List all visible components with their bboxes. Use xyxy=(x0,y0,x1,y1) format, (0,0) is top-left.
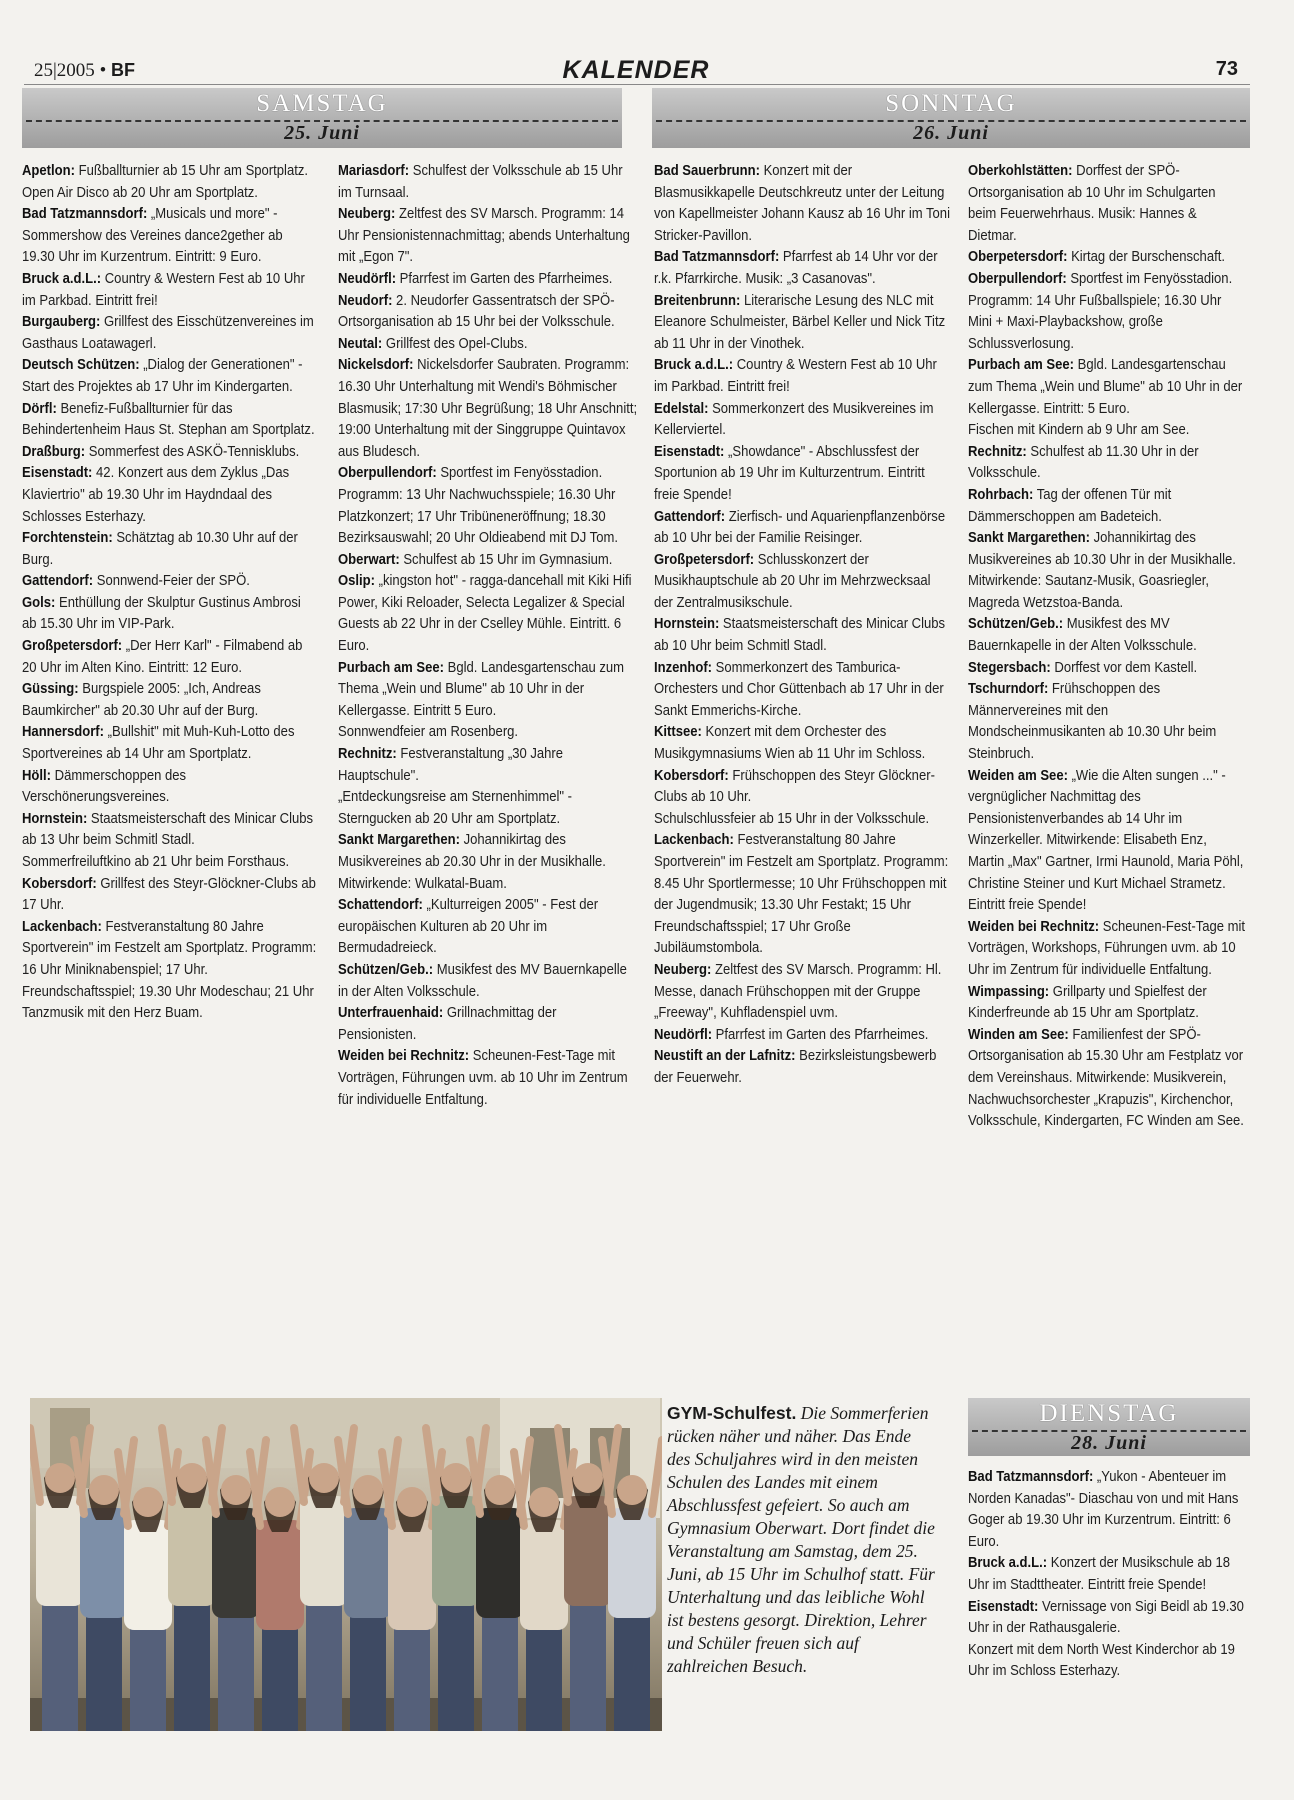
event-entry xyxy=(22,354,318,397)
event-place: Bad Tatzmannsdorf: xyxy=(22,205,148,223)
event-text: Staatsmeisterschaft des Minicar Clubs ab 10 Uhr beim Schmitl Stadl. xyxy=(654,615,946,655)
event-place: Bruck a.d.L.: xyxy=(654,356,734,374)
event-entry xyxy=(654,613,952,656)
event-entry xyxy=(654,1045,952,1088)
event-entry xyxy=(338,462,637,548)
event-place: Oslip: xyxy=(338,572,376,590)
event-entry xyxy=(338,657,637,722)
event-text: Sportfest im Fenyösstadion. Programm: 13 Uhr Nachwuchsspiele; 16.30 Uhr Platzkonzert; 17 Uhr Tribüneneröffnung; 18.30 Bezirksauswahl; 20 Uhr Oldieabend mit DJ Tom. xyxy=(338,464,618,547)
event-entry xyxy=(22,203,318,268)
center-gap xyxy=(622,88,652,148)
event-entry xyxy=(968,981,1247,1024)
header-rule xyxy=(24,84,1250,85)
event-text: Schulschlussfeier ab 15 Uhr in der Volksschule. xyxy=(654,809,930,827)
event-place: Neudörfl: xyxy=(654,1025,713,1043)
event-text: Frühschoppen des Steyr Glöckner-Clubs ab 10 Uhr. xyxy=(654,766,935,806)
event-text: Konzert mit der Blasmusikkapelle Deutschkreutz unter der Leitung von Kapellmeister Johann Kausz ab 16 Uhr im Toni Stricker-Pavillon. xyxy=(654,162,950,244)
event-entry xyxy=(22,765,318,808)
event-entry xyxy=(338,894,637,959)
event-entry xyxy=(338,549,637,571)
event-entry xyxy=(338,333,637,355)
event-entry xyxy=(338,829,637,894)
event-place: Weiden bei Rechnitz: xyxy=(338,1047,470,1065)
event-place: Neustift an der Lafnitz: xyxy=(654,1047,796,1065)
event-text: „Entdeckungsreise am Sternenhimmel" - Sterngucken ab 20 Uhr am Sportplatz. xyxy=(338,788,573,827)
event-entry xyxy=(968,657,1247,679)
event-place: Oberpetersdorf: xyxy=(968,248,1068,266)
event-text: Konzert der Musikschule ab 18 Uhr im Stadttheater. Eintritt freie Spende! xyxy=(968,1554,1231,1593)
event-text: Schulfest ab 11.30 Uhr in der Volksschule. xyxy=(968,442,1199,482)
event-text: Burgspiele 2005: „Ich, Andreas Baumkircher" ab 20.30 Uhr auf der Burg. xyxy=(22,680,261,719)
event-text: Musikfest des MV Bauernkapelle in der Alten Volksschule. xyxy=(338,960,627,1000)
event-place: Rohrbach: xyxy=(968,485,1034,503)
event-text: „Dialog der Generationen" - Start des Projektes ab 17 Uhr im Kindergarten. xyxy=(22,356,303,395)
event-entry xyxy=(968,1552,1247,1595)
event-entry xyxy=(968,527,1247,613)
event-place: Bad Tatzmannsdorf: xyxy=(654,248,780,266)
event-entry xyxy=(338,290,637,333)
event-entry xyxy=(22,268,318,311)
event-text: Zierfisch- und Aquarienpflanzenbörse ab 10 Uhr bei der Familie Reisinger. xyxy=(654,507,946,547)
event-text: 42. Konzert aus dem Zyklus „Das Klaviertrio" ab 19.30 Uhr im Haydndaal des Schlosses Esterhazy. xyxy=(22,464,290,525)
event-place: Bruck a.d.L.: xyxy=(22,269,102,287)
page-header xyxy=(22,58,1250,84)
event-place: Sankt Margarethen: xyxy=(968,529,1090,547)
event-entry xyxy=(654,959,952,1024)
day-name: SONNTAG xyxy=(885,90,1017,117)
event-text: Festveranstaltung 80 Jahre Sportverein" im Festzelt am Sportplatz. Programm: 8.45 Uhr Sportlermesse; 10 Uhr Frühschoppen mit der Jugendmusik; 13.30 Uhr Festakt; 15 Uhr Freundschaftsspiel; 17 Uhr Große Jubiläumstombola. xyxy=(654,831,949,957)
event-text: Literarische Lesung des NLC mit Eleanore Schulmeister, Bärbel Keller und Nick Titz ab 11 Uhr in der Vinothek. xyxy=(654,291,946,352)
day-date: 25. Juni xyxy=(284,122,360,144)
event-place: Edelstal: xyxy=(654,399,709,417)
event-place: Bad Sauerbrunn: xyxy=(654,162,760,179)
event-place: Draßburg: xyxy=(22,442,86,460)
event-text: Grillnachmittag der Pensionisten. xyxy=(338,1004,557,1043)
event-text: Country & Western Fest ab 10 Uhr im Parkbad. Eintritt frei! xyxy=(22,269,305,309)
day-name: DIENSTAG xyxy=(1039,1400,1179,1427)
event-place: Schattendorf: xyxy=(338,896,423,914)
event-place: Apetlon: xyxy=(22,162,75,179)
day-date: 26. Juni xyxy=(913,122,989,144)
day-date: 28. Juni xyxy=(1071,1432,1147,1454)
event-entry xyxy=(654,398,952,441)
event-entry xyxy=(654,290,952,355)
event-place: Stegersbach: xyxy=(968,658,1051,676)
school-class-photo xyxy=(30,1398,662,1731)
event-place: Winden am See: xyxy=(968,1025,1069,1043)
event-text: „Bullshit" mit Muh-Kuh-Lotto des Sportvereines ab 14 Uhr am Sportplatz. xyxy=(22,723,295,763)
event-text: Schulfest ab 15 Uhr im Gymnasium. xyxy=(399,550,613,568)
event-place: Weiden am See: xyxy=(968,766,1068,784)
event-place: Bad Tatzmannsdorf: xyxy=(968,1468,1094,1485)
event-text: Grillfest des Opel-Clubs. xyxy=(382,334,528,352)
event-place: Purbach am See: xyxy=(338,658,444,676)
event-text: Dämmerschoppen des Verschönerungsvereines. xyxy=(22,766,187,806)
event-place: Lackenbach: xyxy=(654,831,734,849)
event-entry xyxy=(654,506,952,549)
event-text: Staatsmeisterschaft des Minicar Clubs ab 13 Uhr beim Schmitl Stadl. xyxy=(22,809,314,849)
issue-info: 25|2005 • BF xyxy=(34,60,135,81)
event-place: Kittsee: xyxy=(654,723,702,741)
event-place: Oberpullendorf: xyxy=(968,269,1067,287)
event-place: Bruck a.d.L.: xyxy=(968,1554,1048,1572)
event-entry xyxy=(22,592,318,635)
column-samstag-1 xyxy=(22,160,318,1024)
event-entry xyxy=(22,721,318,764)
event-place: Tschurndorf: xyxy=(968,680,1049,698)
event-place: Gols: xyxy=(22,593,56,611)
event-entry xyxy=(968,354,1247,419)
day-header-sonntag xyxy=(652,88,1250,148)
page-number: 73 xyxy=(1215,58,1238,80)
event-entry xyxy=(968,1639,1247,1682)
event-entry xyxy=(338,203,637,268)
event-place: Oberwart: xyxy=(338,550,400,568)
event-place: Neuberg: xyxy=(338,205,396,223)
event-entry xyxy=(338,786,637,829)
event-entry xyxy=(338,268,637,290)
event-entry xyxy=(968,484,1247,527)
event-entry xyxy=(654,765,952,808)
event-entry xyxy=(338,1045,637,1110)
event-text: „Musicals und more" - Sommershow des Vereines dance2gether ab 19.30 Uhr im Kurzentrum. Eintritt: 9 Euro. xyxy=(22,205,283,266)
event-place: Neutal: xyxy=(338,334,383,352)
event-place: Breitenbrunn: xyxy=(654,291,741,309)
event-entry xyxy=(338,160,637,203)
event-place: Eisenstadt: xyxy=(654,442,725,460)
event-place: Hornstein: xyxy=(22,809,88,827)
event-text: Country & Western Fest ab 10 Uhr im Parkbad. Eintritt frei! xyxy=(654,356,937,395)
event-text: Johannikirtag des Musikvereines ab 20.30 Uhr in der Musikhalle. Mitwirkende: Wulkatal-Buam. xyxy=(338,831,606,892)
event-place: Nickelsdorf: xyxy=(338,356,414,374)
event-place: Oberkohlstätten: xyxy=(968,162,1073,179)
event-text: Dorffest der SPÖ-Ortsorganisation ab 10 Uhr im Schulgarten beim Feuerwehrhaus. Musik: Hannes & Dietmar. xyxy=(968,162,1216,244)
event-text: Grillfest des Steyr-Glöckner-Clubs ab 17 Uhr. xyxy=(22,874,316,914)
event-entry xyxy=(22,182,318,204)
event-text: Johannikirtag des Musikvereines ab 10.30 Uhr in der Musikhalle. Mitwirkende: Sautanz-Musik, Goasriegler, Magreda Wetzstoa-Banda. xyxy=(968,529,1236,611)
event-text: Frühschoppen des Männervereines mit den Mondscheinmusikanten ab 10.30 Uhr beim Steinbruch. xyxy=(968,680,1217,763)
event-entry xyxy=(654,829,952,959)
event-place: Wimpassing: xyxy=(968,982,1050,1000)
event-entry xyxy=(968,441,1247,484)
event-text: Sommerkonzert des Musikvereines im Kellerviertel. xyxy=(654,399,934,439)
event-entry xyxy=(968,1596,1247,1639)
event-place: Deutsch Schützen: xyxy=(22,356,140,374)
event-text: Pfarrfest im Garten des Pfarrheimes. xyxy=(396,269,613,287)
event-text: Schulfest der Volksschule ab 15 Uhr im Turnsaal. xyxy=(338,162,623,201)
event-text: Tag der offenen Tür mit Dämmerschoppen am Badeteich. xyxy=(968,485,1172,525)
event-text: Schlusskonzert der Musikhauptschule ab 20 Uhr im Mehrzwecksaal der Zentralmusikschule. xyxy=(654,550,931,611)
event-place: Großpetersdorf: xyxy=(654,550,755,568)
column-sonntag-2 xyxy=(968,160,1247,1132)
event-entry xyxy=(22,462,318,527)
event-place: Hornstein: xyxy=(654,615,720,633)
event-entry xyxy=(338,721,637,743)
event-text: Familienfest der SPÖ-Ortsorganisation ab 15.30 Uhr am Festplatz vor dem Vereinshaus. Mitwirkende: Musikverein, Nachwuchsorchester „Krapuzis", Kirchenchor, Volksschule, Kindergarten, FC Winden am See. xyxy=(968,1025,1244,1130)
event-place: Schützen/Geb.: xyxy=(968,615,1064,633)
event-text: Sportfest im Fenyösstadion. Programm: 14 Uhr Fußballspiele; 16.30 Uhr Mini + Maxi-Playbackshow, große Schlussverlosung. xyxy=(968,269,1233,352)
day-name: SAMSTAG xyxy=(256,90,388,117)
event-place: Burgauberg: xyxy=(22,313,101,331)
event-text: Fußballturnier ab 15 Uhr am Sportplatz. xyxy=(74,162,309,179)
event-entry xyxy=(22,678,318,721)
event-text: Pfarrfest im Garten des Pfarrheimes. xyxy=(712,1025,929,1043)
event-entry xyxy=(338,959,637,1002)
event-entry xyxy=(968,678,1247,764)
column-dienstag xyxy=(968,1466,1247,1682)
event-text: Benefiz-Fußballturnier für das Behindertenheim Haus St. Stephan am Sportplatz. xyxy=(22,399,315,439)
event-entry xyxy=(22,160,318,182)
event-entry xyxy=(22,570,318,592)
event-text: Sommerfreiluftkino ab 21 Uhr beim Forsthaus. xyxy=(22,853,290,870)
event-entry xyxy=(22,873,318,916)
event-entry xyxy=(654,246,952,289)
event-text: Sonnwendfeier am Rosenberg. xyxy=(338,723,519,741)
event-place: Dörfl: xyxy=(22,399,57,417)
event-entry xyxy=(654,721,952,764)
event-place: Gattendorf: xyxy=(22,572,94,590)
event-text: „Kulturreigen 2005" - Fest der europäischen Kulturen ab 20 Uhr im Bermudadreieck. xyxy=(338,896,599,957)
column-samstag-2 xyxy=(338,160,637,1110)
event-entry xyxy=(22,635,318,678)
event-text: Schätztag ab 10.30 Uhr auf der Burg. xyxy=(22,529,298,568)
event-place: Rechnitz: xyxy=(338,745,397,763)
event-entry xyxy=(968,765,1247,916)
event-place: Lackenbach: xyxy=(22,917,102,935)
event-entry xyxy=(22,441,318,463)
event-entry xyxy=(22,808,318,851)
event-text: Vernissage von Sigi Beidl ab 19.30 Uhr in der Rathausgalerie. xyxy=(968,1597,1244,1637)
event-place: Unterfrauenhaid: xyxy=(338,1004,444,1022)
event-text: Open Air Disco ab 20 Uhr am Sportplatz. xyxy=(22,183,258,201)
event-place: Höll: xyxy=(22,766,52,784)
event-entry xyxy=(968,268,1247,354)
event-text: Grillparty und Spielfest der Kinderfreunde ab 15 Uhr am Sportplatz. xyxy=(968,982,1207,1022)
event-text: 2. Neudorfer Gassentratsch der SPÖ-Ortsorganisation ab 15 Uhr bei der Volksschule. xyxy=(338,291,615,331)
event-text: „Wie die Alten sungen ..." - vergnüglicher Nachmittag des Pensionistenverbandes ab 14 Uhr im Winzerkeller. Mitwirkende: Elisabeth Enz, Martin „Max" Gartner, Irmi Haunold, Maria Pöhl, Christine Steiner und Kurt Michael Strametz. Eintritt freie Spende! xyxy=(968,766,1244,914)
event-entry xyxy=(968,1024,1247,1132)
event-entry xyxy=(654,1024,952,1046)
event-place: Kobersdorf: xyxy=(22,874,97,892)
event-text: Nickelsdorfer Saubraten. Programm: 16.30 Uhr Unterhaltung mit Wendi's Böhmischer Blasmusik; 17:30 Uhr Begrüßung; 18 Uhr Anschnitt; 19:00 Unterhaltung mit der Singgruppe Quintavox aus Bludesch. xyxy=(338,356,638,460)
photo-caption xyxy=(667,1402,935,1678)
event-place: Purbach am See: xyxy=(968,356,1074,374)
issue-number: 25|2005 xyxy=(34,60,95,81)
event-place: Großpetersdorf: xyxy=(22,637,123,655)
event-place: Inzenhof: xyxy=(654,658,713,676)
event-text: Enthüllung der Skulptur Gustinus Ambrosi ab 15.30 Uhr im VIP-Park. xyxy=(22,593,301,633)
caption-text: Die Sommerferien rücken näher und näher. Das Ende des Schuljahres wird in den meisten Schulen des Landes mit einem Abschlussfest gefeiert. So auch am Gymnasium Oberwart. Dort findet die Veranstaltung am Samstag, dem 25. Juni, ab 15 Uhr im Schulhof statt. Für Unterhaltung und das leibliche Wohl ist bestens gesorgt. Direktion, Lehrer und Schüler freuen sich auf zahlreichen Besuch. xyxy=(667,1403,935,1676)
event-place: Schützen/Geb.: xyxy=(338,960,434,978)
event-place: Neudörfl: xyxy=(338,269,397,287)
event-text: Kirtag der Burschenschaft. xyxy=(1067,248,1225,266)
event-text: Bgld. Landesgartenschau zum Thema „Wein und Blume" ab 10 Uhr in der Kellergasse. Eintritt: 5 Euro. xyxy=(968,356,1243,417)
event-entry xyxy=(338,570,637,656)
event-text: Sommerfest des ASKÖ-Tennisklubs. xyxy=(85,442,300,460)
event-text: Zeltfest des SV Marsch. Programm: 14 Uhr Pensionistennachmittag; abends Unterhaltung mit „Egon 7". xyxy=(338,205,630,266)
event-place: Eisenstadt: xyxy=(22,464,93,482)
event-text: Grillfest des Eisschützenvereines im Gasthaus Loatawagerl. xyxy=(22,313,314,352)
event-entry xyxy=(338,354,637,462)
event-entry xyxy=(338,1002,637,1045)
event-entry xyxy=(338,743,637,786)
event-place: Gattendorf: xyxy=(654,507,726,525)
column-sonntag-1 xyxy=(654,160,952,1089)
event-entry xyxy=(22,851,318,873)
event-place: Rechnitz: xyxy=(968,442,1027,460)
event-entry xyxy=(22,916,318,1024)
event-entry xyxy=(654,808,952,830)
event-place: Mariasdorf: xyxy=(338,162,410,179)
event-text: „Der Herr Karl" - Filmabend ab 20 Uhr im Alten Kino. Eintritt: 12 Euro. xyxy=(22,637,303,676)
event-text: Sonnwend-Feier der SPÖ. xyxy=(93,572,250,590)
event-text: Konzert mit dem North West Kinderchor ab 19 Uhr im Schloss Esterhazy. xyxy=(968,1640,1235,1680)
event-entry xyxy=(654,657,952,722)
event-place: Sankt Margarethen: xyxy=(338,831,460,849)
event-entry xyxy=(654,354,952,397)
event-place: Hannersdorf: xyxy=(22,723,105,741)
event-text: Scheunen-Fest-Tage mit Vorträgen, Führungen uvm. ab 10 Uhr im Zentrum für individuelle Entfaltung. xyxy=(338,1047,628,1108)
event-place: Güssing: xyxy=(22,680,79,698)
event-text: „Showdance" - Abschlussfest der Sportunion ab 19 Uhr im Kulturzentrum. Eintritt freie Spende! xyxy=(654,442,925,503)
event-place: Kobersdorf: xyxy=(654,766,729,784)
event-text: Sommerkonzert des Tamburica-Orchesters und Chor Güttenbach ab 17 Uhr in der Sankt Emmerichs-Kirche. xyxy=(654,658,944,719)
event-text: „kingston hot" - ragga-dancehall mit Kiki Hifi Power, Kiki Reloader, Selecta Legalizer & Special Guests ab 22 Uhr in der Cselley Mühle. Eintritt. 6 Euro. xyxy=(338,572,632,655)
event-entry xyxy=(968,1466,1247,1552)
day-header-dienstag xyxy=(968,1398,1250,1456)
day-header-samstag xyxy=(22,88,622,148)
event-entry xyxy=(968,613,1247,656)
event-entry xyxy=(22,527,318,570)
event-entry xyxy=(654,441,952,506)
event-text: Dorffest vor dem Kastell. xyxy=(1050,658,1198,676)
caption-title: GYM-Schulfest. xyxy=(667,1403,797,1423)
event-text: Pfarrfest ab 14 Uhr vor der r.k. Pfarrkirche. Musik: „3 Casanovas". xyxy=(654,248,938,287)
event-place: Neuberg: xyxy=(654,960,712,978)
event-text: Zeltfest des SV Marsch. Programm: Hl. Messe, danach Frühschoppen mit der Gruppe „Freeway", Kuhfladenspiel uvm. xyxy=(654,960,942,1022)
event-text: Bgld. Landesgartenschau zum Thema „Wein und Blume" ab 10 Uhr in der Kellergasse. Eintritt 5 Euro. xyxy=(338,658,625,719)
event-text: Festveranstaltung „30 Jahre Hauptschule". xyxy=(338,745,564,784)
event-place: Neudorf: xyxy=(338,291,393,309)
event-place: Eisenstadt: xyxy=(968,1597,1039,1615)
event-entry xyxy=(22,398,318,441)
event-place: Weiden bei Rechnitz: xyxy=(968,917,1100,935)
event-entry xyxy=(968,916,1247,981)
event-entry xyxy=(654,549,952,614)
event-text: Fischen mit Kindern ab 9 Uhr am See. xyxy=(968,421,1190,439)
event-place: Forchtenstein: xyxy=(22,529,113,547)
event-entry xyxy=(654,160,952,246)
event-text: Festveranstaltung 80 Jahre Sportverein" im Festzelt am Sportplatz. Programm: 16 Uhr Miniknabenspiel; 17 Uhr. Freundschaftsspiel; 19.30 Uhr Modeschau; 21 Uhr Tanzmusik mit den Herz Buam. xyxy=(22,917,317,1022)
event-text: Bezirksleistungsbewerb der Feuerwehr. xyxy=(654,1047,937,1086)
section-title: KALENDER xyxy=(562,56,710,84)
event-text: Konzert mit dem Orchester des Musikgymnasiums Wien ab 11 Uhr im Schloss. xyxy=(654,723,926,763)
event-text: Musikfest des MV Bauernkapelle in der Alten Volksschule. xyxy=(968,615,1197,655)
event-entry xyxy=(968,160,1247,246)
event-place: Oberpullendorf: xyxy=(338,464,437,482)
event-entry xyxy=(22,311,318,354)
event-text: „Yukon - Abenteuer im Norden Kanadas"- Diaschau von und mit Hans Goger ab 19.30 Uhr im Kurzentrum. Eintritt: 6 Euro. xyxy=(968,1468,1239,1550)
event-entry xyxy=(968,419,1247,441)
magazine-name: BF xyxy=(110,60,135,80)
event-entry xyxy=(968,246,1247,268)
event-text: Scheunen-Fest-Tage mit Vorträgen, Workshops, Führungen uvm. ab 10 Uhr im Zentrum für individuelle Entfaltung. xyxy=(968,917,1246,978)
